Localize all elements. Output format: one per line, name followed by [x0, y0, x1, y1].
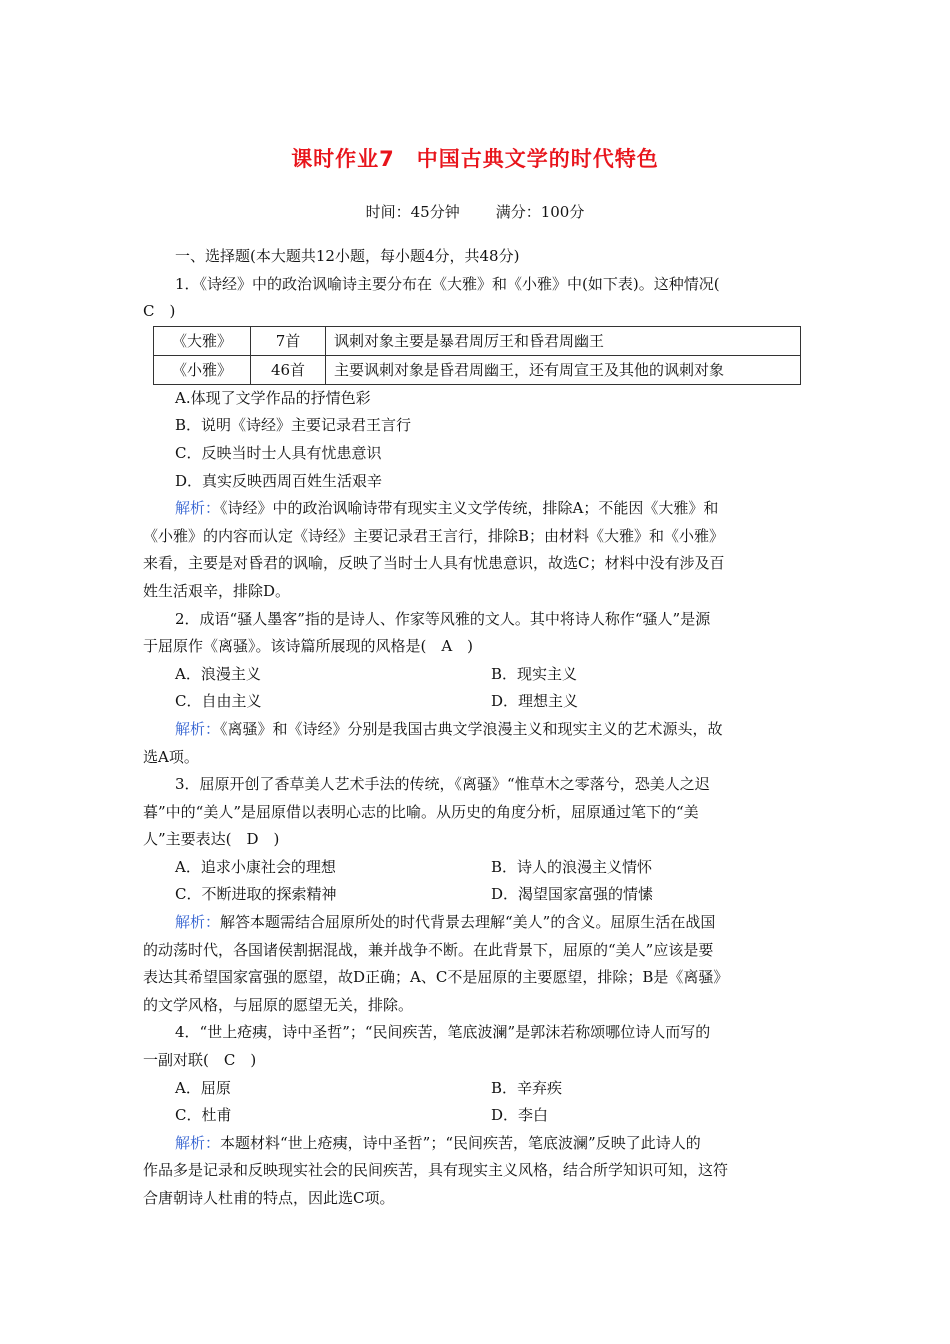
- question-stem: 一副对联( C ): [143, 1051, 257, 1070]
- option-a: A．屈原: [175, 1078, 231, 1097]
- analysis-label: 解析：: [175, 913, 221, 932]
- option-d: D．李白: [491, 1106, 549, 1125]
- question-stem: 4．“世上疮痍，诗中圣哲”；“民间疾苦，笔底波澜”是郭沫若称颂哪位诗人而写的: [175, 1023, 711, 1042]
- analysis-line: [143, 1130, 807, 1158]
- analysis-text: 《离骚》和《诗经》分别是我国古典文学浪漫主义和现实主义的艺术源头，故: [220, 719, 723, 738]
- table-row: [154, 355, 801, 384]
- analysis-line: 表达其希望国家富强的愿望，故D正确；A、C不是屈原的主要愿望，排除；B是《离骚》: [143, 968, 729, 987]
- option-d: D．真实反映西周百姓生活艰辛: [175, 471, 383, 490]
- question-4: [143, 1019, 807, 1212]
- option-row: [143, 1102, 807, 1130]
- option-b: B．辛弃疾: [491, 1078, 563, 1097]
- option-a: A．浪漫主义: [175, 664, 261, 683]
- analysis-line: 的文学风格，与屈原的愿望无关，排除。: [143, 995, 414, 1014]
- option-row: [143, 661, 807, 689]
- question-stem: 于屈原作《离骚》。该诗篇所展现的风格是( A ): [143, 637, 474, 656]
- option-c: C．自由主义: [175, 692, 262, 711]
- option-c: C．杜甫: [175, 1106, 232, 1125]
- question-stem: 暮”中的“美人”是屈原借以表明心志的比喻。从历史的角度分析，屈原通过笔下的“美: [143, 802, 699, 821]
- option-b: B．诗人的浪漫主义情怀: [491, 857, 653, 876]
- analysis-text: 解答本题需结合屈原所处的时代背景去理解“美人”的含义。屈原生活在战国: [220, 913, 716, 932]
- question-stem: 2．成语“骚人墨客”指的是诗人、作家等风雅的文人。其中将诗人称作“骚人”是源: [175, 609, 711, 628]
- option-d: D．渴望国家富强的情愫: [491, 885, 654, 904]
- analysis-line: [143, 909, 807, 937]
- analysis-line: [143, 495, 807, 523]
- question-stem: 3．屈原开创了香草美人艺术手法的传统，《离骚》“惟草木之零落兮，恐美人之迟: [175, 775, 710, 794]
- table-cell: 《大雅》: [154, 326, 251, 355]
- analysis-line: 合唐朝诗人杜甫的特点，因此选C项。: [143, 1189, 395, 1207]
- analysis-text: 本题材料“世上疮痍，诗中圣哲”；“民间疾苦，笔底波澜”反映了此诗人的: [220, 1133, 701, 1152]
- analysis-line: 作品多是记录和反映现实社会的民间疾苦，具有现实主义风格，结合所学知识可知，这符: [143, 1161, 729, 1180]
- table-cell: 主要讽刺对象是昏君周幽王，还有周宣王及其他的讽刺对象: [326, 355, 801, 384]
- option-c: C．不断进取的探索精神: [175, 885, 337, 904]
- table-row: [154, 326, 801, 355]
- time-limit: 时间：45分钟: [365, 203, 460, 221]
- analysis-line: 的动荡时代，各国诸侯割据混战，兼并战争不断。在此背景下，屈原的“美人”应该是要: [143, 940, 714, 959]
- analysis-label: 解析：: [175, 719, 221, 738]
- table-cell: 《小雅》: [154, 355, 251, 384]
- table-cell: 讽刺对象主要是暴君周厉王和昏君周幽王: [326, 326, 801, 355]
- analysis-line: [143, 716, 807, 744]
- option-a: A．追求小康社会的理想: [175, 857, 336, 876]
- full-score: 满分：100分: [495, 203, 585, 221]
- option-a: A.体现了文学作品的抒情色彩: [175, 388, 371, 407]
- question-stem: 1．《诗经》中的政治讽喻诗主要分布在《大雅》和《小雅》中(如下表)。这种情况(: [175, 274, 720, 293]
- table-cell: 7首: [251, 326, 326, 355]
- analysis-text: 《诗经》中的政治讽喻诗带有现实主义文学传统，排除A；不能因《大雅》和: [220, 499, 719, 518]
- option-b: B．现实主义: [491, 664, 578, 683]
- question-stem: C ): [143, 302, 176, 321]
- option-row: [143, 688, 807, 716]
- document-title: 课时作业7 中国古典文学的时代特色: [291, 147, 659, 171]
- option-b: B．说明《诗经》主要记录君王言行: [175, 416, 412, 435]
- question-1: [143, 271, 807, 606]
- question-stem: 人”主要表达( D ): [143, 830, 280, 849]
- analysis-line: 姓生活艰辛，排除D。: [143, 581, 291, 600]
- analysis-line: 来看，主要是对昏君的讽喻，反映了当时士人具有忧患意识，故选C；材料中没有涉及百: [143, 554, 725, 573]
- exam-meta: [0, 201, 950, 222]
- option-row: [143, 1075, 807, 1103]
- question-2: [143, 606, 807, 772]
- table-cell: 46首: [251, 355, 326, 384]
- analysis-label: 解析：: [175, 499, 221, 518]
- section-header: 一、选择题(本大题共12小题，每小题4分，共48分): [175, 247, 520, 265]
- option-row: [143, 854, 807, 882]
- document-body: [143, 243, 807, 1213]
- option-row: [143, 881, 807, 909]
- question-3: [143, 771, 807, 1019]
- option-d: D．理想主义: [491, 692, 579, 711]
- analysis-line: 《小雅》的内容而认定《诗经》主要记录君王言行，排除B；由材料《大雅》和《小雅》: [143, 526, 725, 545]
- analysis-label: 解析：: [175, 1133, 221, 1152]
- option-c: C．反映当时士人具有忧患意识: [175, 443, 382, 462]
- comparison-table: [153, 326, 801, 385]
- analysis-line: 选A项。: [143, 747, 199, 766]
